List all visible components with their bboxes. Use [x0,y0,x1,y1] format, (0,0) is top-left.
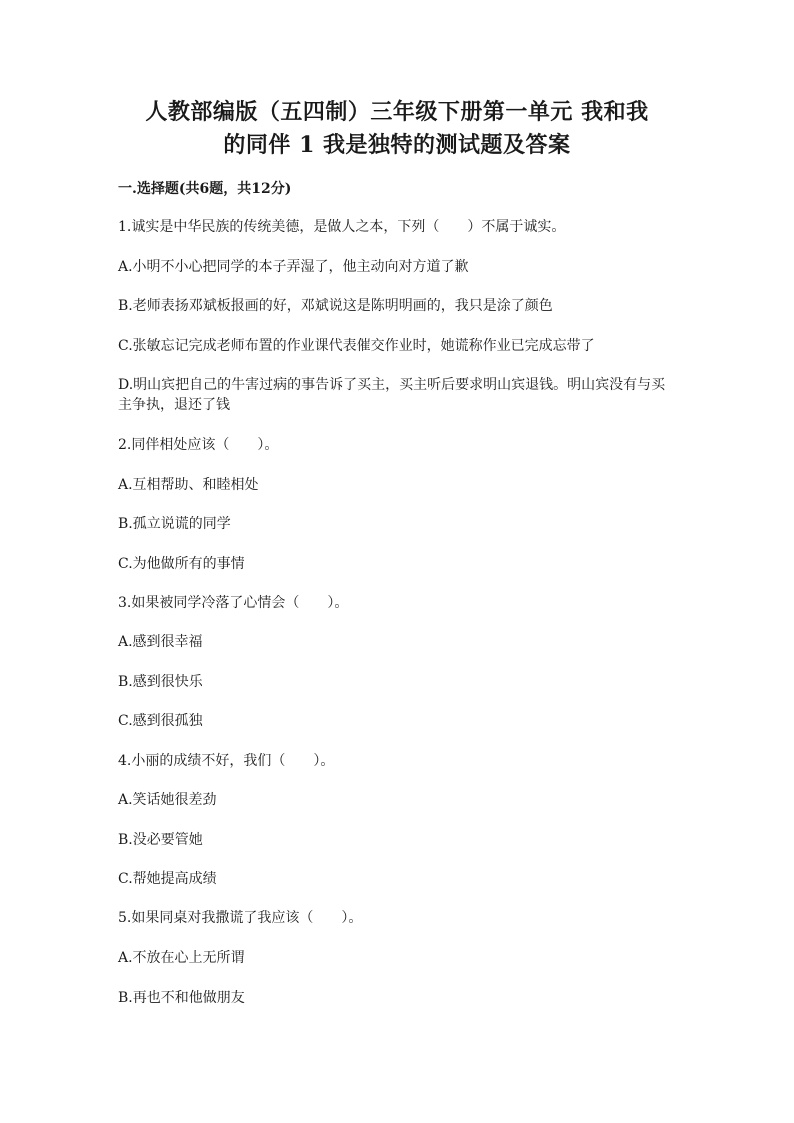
question-3-stem: 3.如果被同学冷落了心情会（ ）。 [118,595,349,611]
question-4-option-a: A.笑话她很差劲 [118,792,217,808]
question-5-stem: 5.如果同桌对我撒谎了我应该（ ）。 [118,910,363,926]
question-2-stem: 2.同伴相处应该（ ）。 [118,437,279,453]
title-line-1: 人教部编版（五四制）三年级下册第一单元 我和我 [145,99,649,125]
question-1-option-b: B.老师表扬邓斌板报画的好，邓斌说这是陈明明画的，我只是涂了颜色 [118,298,553,314]
question-3-option-b: B.感到很快乐 [118,674,203,690]
question-5-option-a: A.不放在心上无所谓 [118,950,245,966]
section-heading: 一.选择题(共6题，共12分) [118,181,292,197]
question-1-option-a: A.小明不小心把同学的本子弄湿了，他主动向对方道了歉 [118,259,469,275]
question-5-option-b: B.再也不和他做朋友 [118,990,245,1006]
question-3-option-c: C.感到很孤独 [118,713,203,729]
question-2-option-b: B.孤立说谎的同学 [118,516,231,532]
document-title [100,96,694,162]
question-2-option-c: C.为他做所有的事情 [118,556,245,572]
question-1-stem: 1.诚实是中华民族的传统美德，是做人之本，下列（ ）不属于诚实。 [118,219,566,235]
question-4-option-c: C.帮她提高成绩 [118,871,217,887]
question-3-option-a: A.感到很幸福 [118,634,203,650]
question-1-option-d: D.明山宾把自己的牛害过病的事告诉了买主，买主听后要求明山宾退钱。明山宾没有与买主争执，退还了钱 [118,377,666,413]
title-line-2: 的同伴 1 我是独特的测试题及答案 [223,132,571,158]
question-2-option-a: A.互相帮助、和睦相处 [118,477,259,493]
question-4-stem: 4.小丽的成绩不好，我们（ ）。 [118,753,335,769]
question-1-option-c: C.张敏忘记完成老师布置的作业课代表催交作业时，她谎称作业已完成忘带了 [118,338,595,354]
question-4-option-b: B.没必要管她 [118,832,203,848]
